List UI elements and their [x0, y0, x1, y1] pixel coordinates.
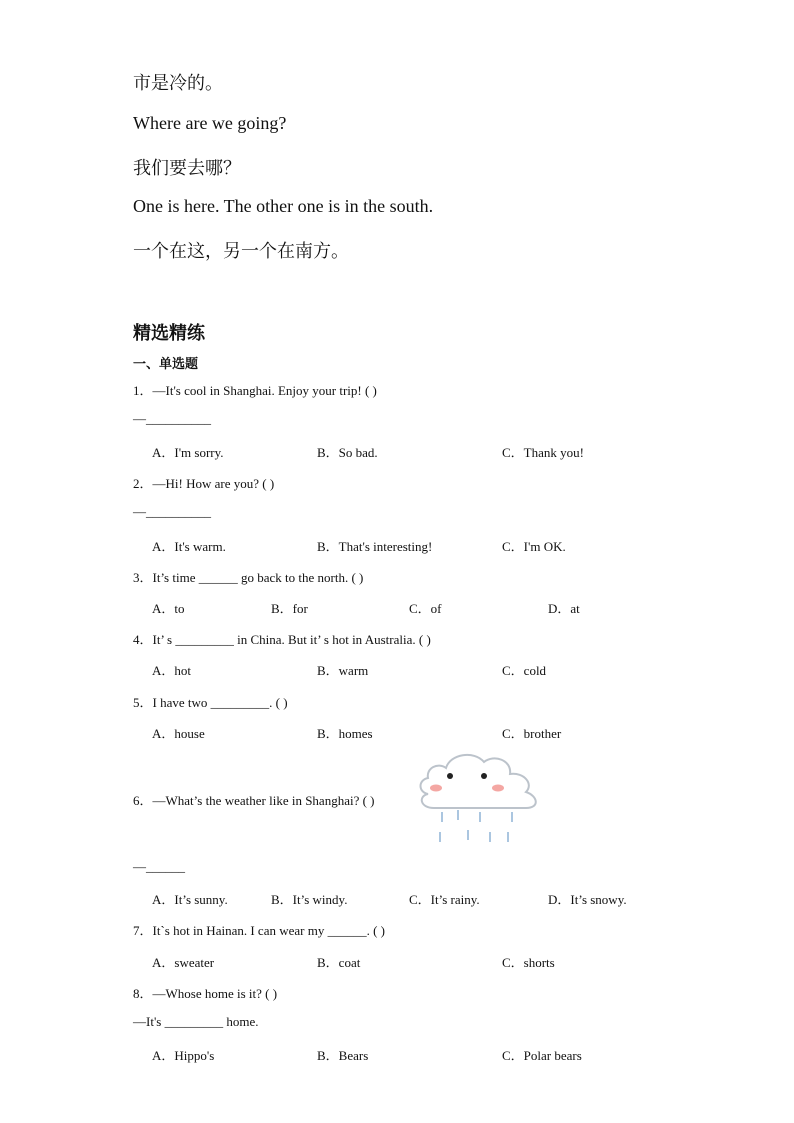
intro-line-english-1: Where are we going? — [133, 113, 287, 133]
question-2-option-b[interactable]: B．That's interesting! — [317, 539, 433, 554]
question-3-option-d[interactable]: D．at — [548, 601, 580, 616]
question-8-stem: 8．—Whose home is it? ( ) — [133, 986, 278, 1001]
question-5-option-a[interactable]: A．house — [152, 726, 205, 741]
question-6-answer-line: —______ — [133, 859, 185, 874]
question-8-option-b[interactable]: B．Bears — [317, 1048, 369, 1063]
question-7-stem: 7．It`s hot in Hainan. I can wear my ______. ( ) — [133, 923, 385, 938]
question-6-option-a[interactable]: A．It’s sunny. — [152, 892, 228, 907]
question-7-option-b[interactable]: B．coat — [317, 955, 361, 970]
question-3-option-a[interactable]: A．to — [152, 601, 185, 616]
question-2-stem: 2．—Hi! How are you? ( ) — [133, 476, 275, 491]
intro-line-chinese-3: 一个在这，另一个在南方。 — [133, 241, 349, 261]
question-2-option-c[interactable]: C．I'm OK. — [502, 539, 566, 554]
question-1-option-a[interactable]: A．I'm sorry. — [152, 445, 224, 460]
question-6-option-d[interactable]: D．It’s snowy. — [548, 892, 627, 907]
question-7-option-a[interactable]: A．sweater — [152, 955, 215, 970]
question-4-option-b[interactable]: B．warm — [317, 663, 369, 678]
intro-line-english-2: One is here. The other one is in the south. — [133, 196, 434, 216]
question-1-option-b[interactable]: B．So bad. — [317, 445, 378, 460]
section-title: 精选精练 — [133, 323, 205, 344]
question-2-option-a[interactable]: A．It's warm. — [152, 539, 226, 554]
question-5-stem: 5．I have two _________. ( ) — [133, 695, 288, 710]
question-4-option-c[interactable]: C．cold — [502, 663, 547, 678]
question-5-option-b[interactable]: B．homes — [317, 726, 373, 741]
question-5-option-c[interactable]: C．brother — [502, 726, 562, 741]
question-4-option-a[interactable]: A．hot — [152, 663, 192, 678]
question-6-stem: 6．—What’s the weather like in Shanghai? ( ) — [133, 793, 375, 808]
question-7-option-c[interactable]: C．shorts — [502, 955, 555, 970]
intro-line-chinese-1: 市是冷的。 — [133, 73, 223, 93]
question-3-stem: 3．It’s time ______ go back to the north. ( ) — [133, 570, 364, 585]
question-2-answer-line: —__________ — [133, 504, 211, 519]
question-6-option-b[interactable]: B．It’s windy. — [271, 892, 348, 907]
section-subtitle: 一、单选题 — [133, 357, 199, 372]
question-8-option-c[interactable]: C．Polar bears — [502, 1048, 582, 1063]
question-3-option-b[interactable]: B．for — [271, 601, 308, 616]
question-1-option-c[interactable]: C．Thank you! — [502, 445, 584, 460]
question-8-option-a[interactable]: A．Hippo's — [152, 1048, 215, 1063]
rain-cloud-icon — [414, 750, 544, 846]
question-6-option-c[interactable]: C．It’s rainy. — [409, 892, 480, 907]
question-1-stem: 1．—It's cool in Shanghai. Enjoy your trip! ( ) — [133, 383, 377, 398]
intro-line-chinese-2: 我们要去哪？ — [133, 158, 241, 178]
question-3-option-c[interactable]: C．of — [409, 601, 442, 616]
question-4-stem: 4．It’ s _________ in China. But it’ s hot in Australia. ( ) — [133, 632, 431, 647]
question-1-answer-line: —__________ — [133, 411, 211, 426]
question-8-answer-line: —It's _________ home. — [133, 1014, 259, 1029]
